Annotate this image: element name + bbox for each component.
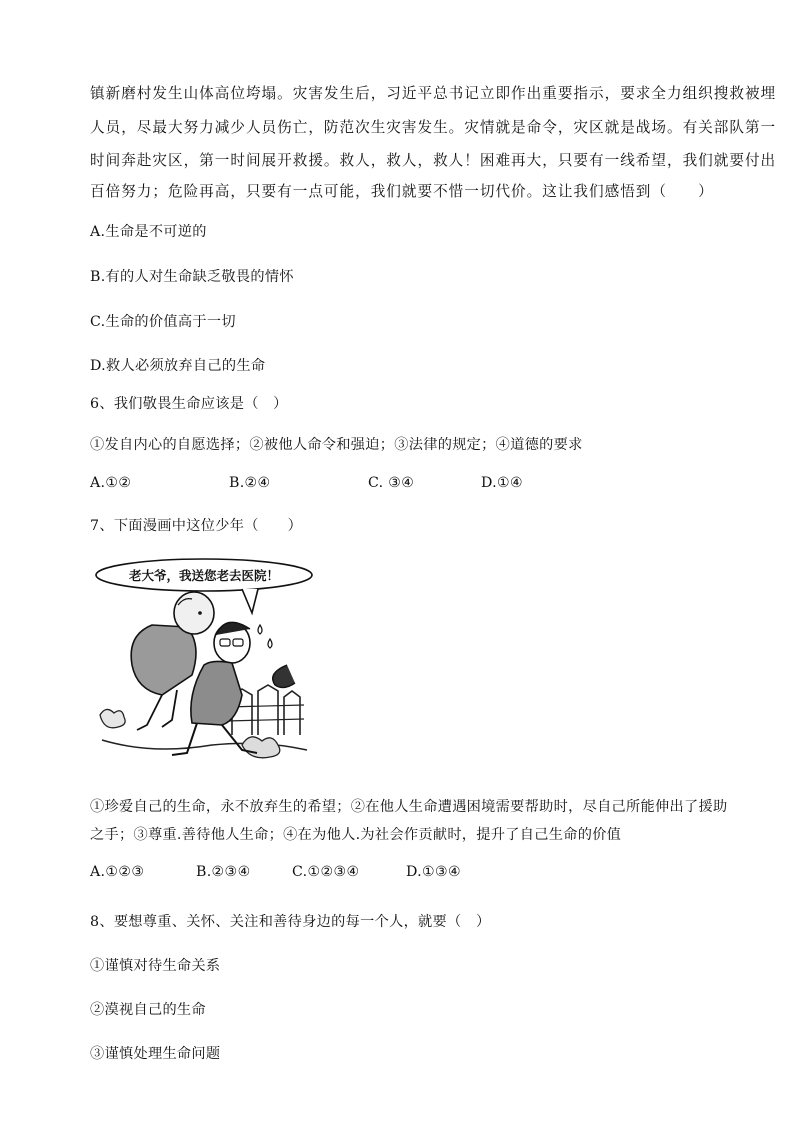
q7-option-d: D.①③④ <box>406 864 462 880</box>
q6-option-c: C. ③④ <box>368 475 415 491</box>
cartoon-image <box>92 555 314 767</box>
cartoon-caption: 老大爷，我送您老去医院！ <box>128 568 280 583</box>
q6-stem: 6、我们敬畏生命应该是（ ） <box>90 396 288 412</box>
q5-option-b: B.有的人对生命缺乏敬畏的情怀 <box>90 269 294 285</box>
q5-option-d: D.救人必须放弃自己的生命 <box>90 358 266 374</box>
q5-option-a: A.生命是不可逆的 <box>90 224 207 240</box>
q7-statement-line-2: 之手；③尊重.善待他人生命；④在为他人.为社会作贡献时，提升了自己生命的价值 <box>90 827 622 843</box>
passage-line-3: 时间奔赴灾区，第一时间展开救援。救人，救人，救人！困难再大，只要有一线希望，我们就要付出 <box>90 152 777 169</box>
q8-stem: 8、要想尊重、关怀、关注和善待身边的每一个人，就要（ ） <box>90 914 491 930</box>
q7-option-c: C.①②③④ <box>292 864 360 880</box>
passage-line-2: 人员，尽最大努力减少人员伤亡，防范次生灾害发生。灾情就是命令，灾区就是战场。有关部队第一 <box>90 119 777 136</box>
q7-statement-line-1: ①珍爱自己的生命，永不放弃生的希望；②在他人生命遭遇困境需要帮助时，尽自己所能伸出了援助 <box>90 799 728 815</box>
q7-option-b: B.②③④ <box>196 864 251 880</box>
q8-item-3: ③谨慎处理生命问题 <box>90 1046 221 1062</box>
passage-line-4: 百倍努力；危险再高，只要有一点可能，我们就要不惜一切代价。这让我们感悟到（ ） <box>90 183 714 200</box>
q7-option-a: A.①②③ <box>90 864 145 880</box>
q6-option-a: A.①② <box>90 475 132 491</box>
cartoon-drawing <box>92 555 314 767</box>
q8-item-2: ②漠视自己的生命 <box>90 1002 206 1018</box>
q8-item-1: ①谨慎对待生命关系 <box>90 958 221 974</box>
q6-option-d: D.①④ <box>481 475 524 491</box>
passage-line-1: 镇新磨村发生山体高位垮塌。灾害发生后，习近平总书记立即作出重要指示，要求全力组织搜救被埋 <box>90 85 777 102</box>
q7-stem: 7、下面漫画中这位少年（ ） <box>90 518 303 534</box>
q5-option-c: C.生命的价值高于一切 <box>90 314 236 330</box>
q6-statement: ①发自内心的自愿选择；②被他人命令和强迫；③法律的规定；④道德的要求 <box>90 437 583 453</box>
q6-option-b: B.②④ <box>229 475 271 491</box>
